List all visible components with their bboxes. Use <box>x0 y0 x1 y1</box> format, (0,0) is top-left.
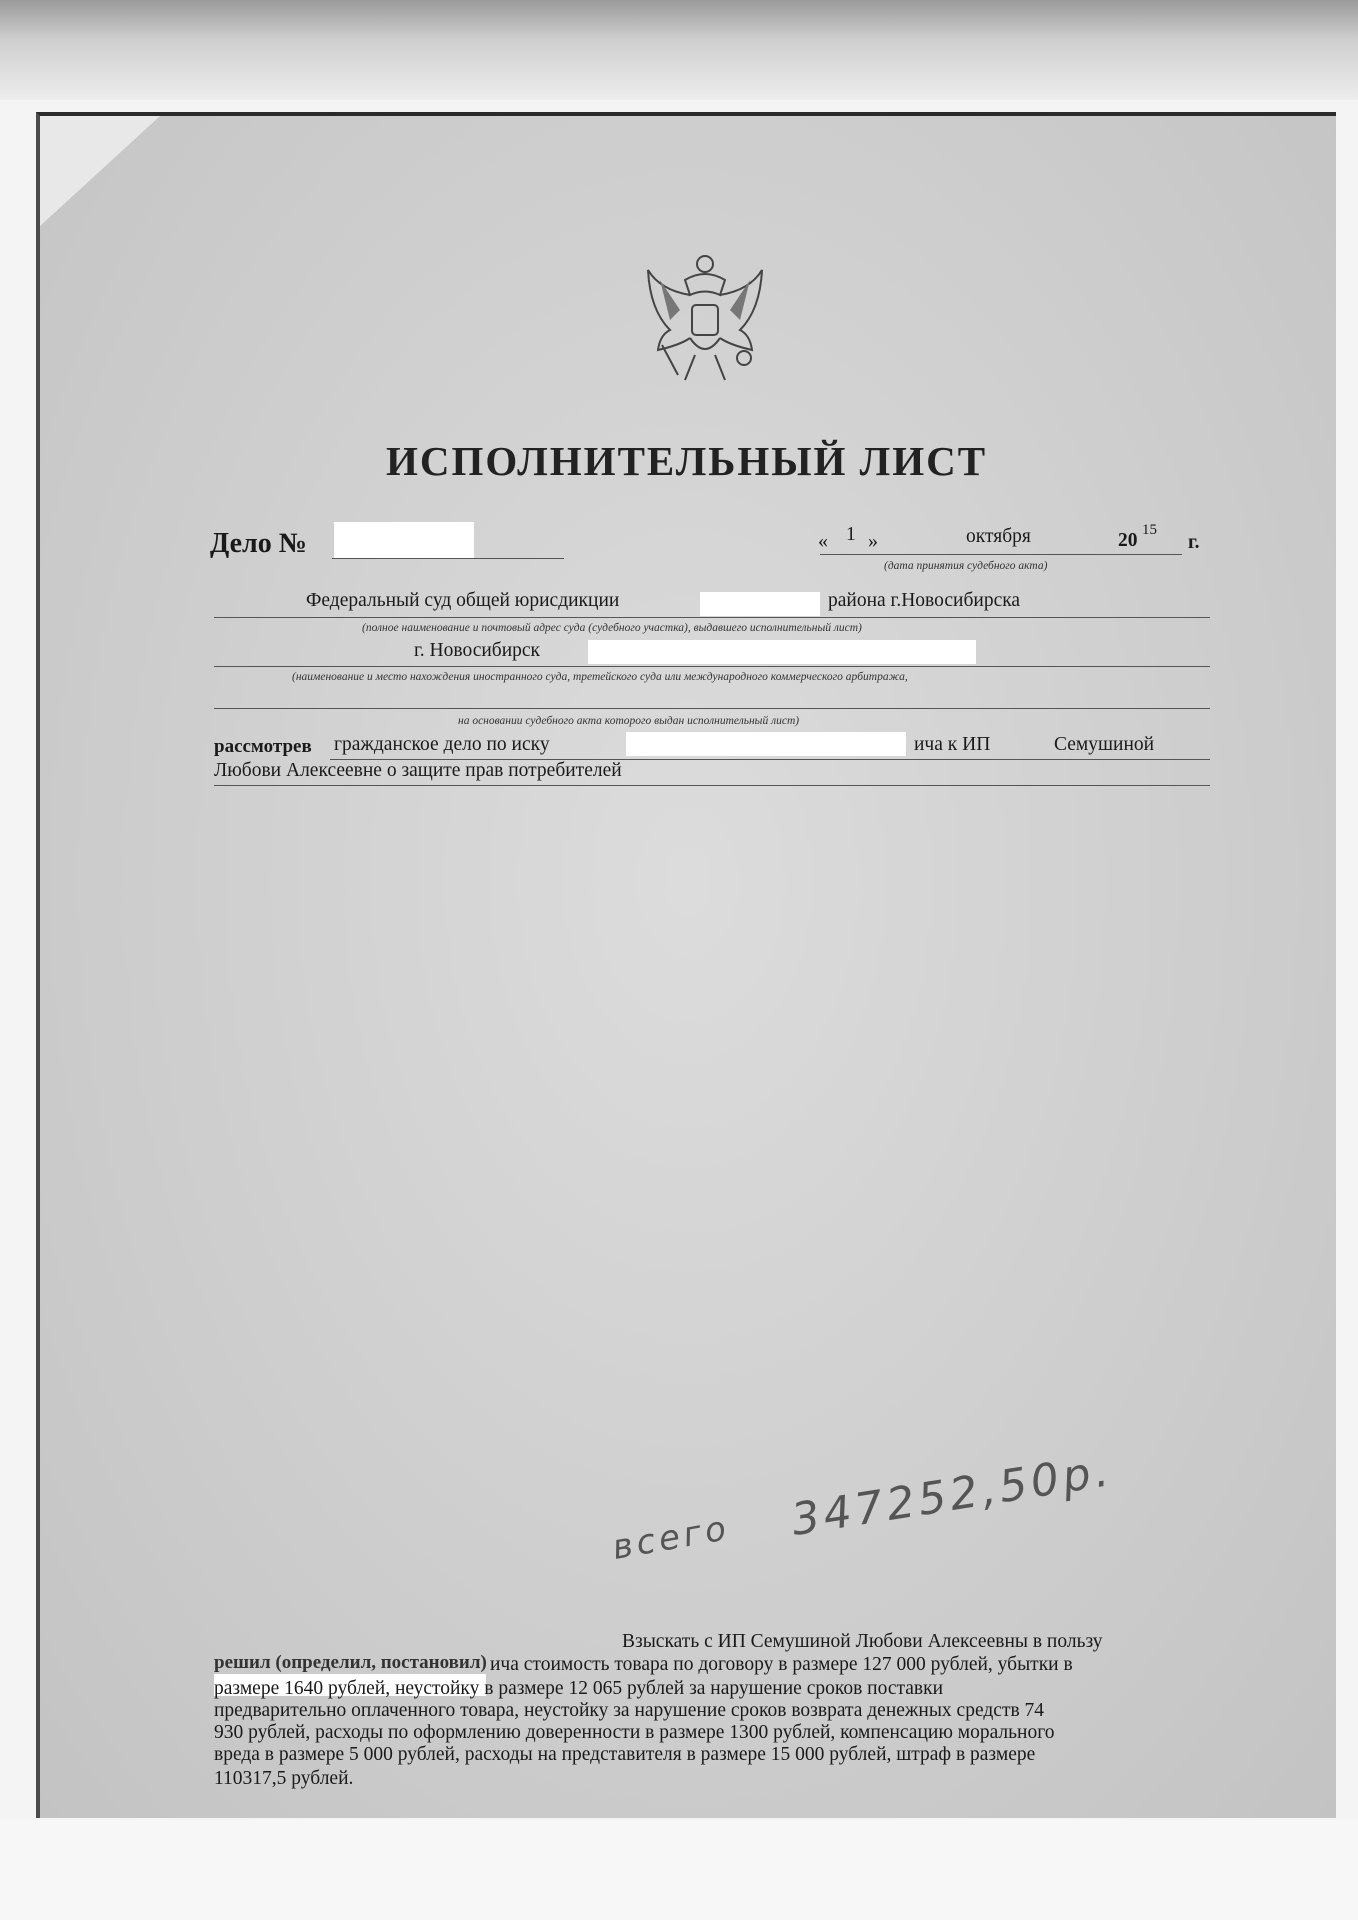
court-address-line <box>214 666 1210 667</box>
considered-line2: Любови Алексеевне о защите прав потребителей <box>214 760 622 781</box>
coat-of-arms-emblem <box>640 250 770 390</box>
date-day: 1 <box>846 524 856 545</box>
date-caption: (дата принятия судебного акта) <box>884 560 1048 572</box>
date-year-suffix: 15 <box>1142 522 1157 538</box>
decision-line6: вреда в размере 5 000 рублей, расходы на представителя в размере 15 000 рублей, штраф в размере <box>214 1744 1036 1765</box>
plaintiff-redaction <box>626 732 906 756</box>
date-close-quote: » <box>868 530 878 552</box>
case-number-line <box>332 558 564 559</box>
decision-line1: Взыскать с ИП Семушиной Любови Алексеевны в пользу <box>622 1631 1103 1652</box>
court-address: г. Новосибирск <box>414 640 541 661</box>
court-name-part2: района г.Новосибирска <box>828 590 1021 611</box>
date-month: октября <box>966 526 1031 547</box>
date-year-prefix: 20 <box>1118 530 1138 551</box>
case-number-redaction <box>334 522 474 558</box>
case-number-label: Дело № <box>210 528 307 559</box>
scan-top-shadow <box>0 0 1358 100</box>
decision-line2: ича стоимость товара по договору в размере 127 000 рублей, убытки в <box>490 1654 1073 1675</box>
considered-text-part3: Семушиной <box>1054 734 1155 755</box>
court-name-redaction <box>700 592 820 616</box>
date-year-unit: г. <box>1188 532 1200 553</box>
considered-text-part2: ича к ИП <box>914 734 991 755</box>
foreign-court-caption: (наименование и место нахождения иностранного суда, третейского суда или международного коммерческого арбитража, <box>292 671 908 683</box>
date-open-quote: « <box>818 530 828 552</box>
court-caption: (полное наименование и почтовый адрес суда (судебного участка), выдавшего исполнительный лист) <box>362 622 862 634</box>
decision-line3: размере 1640 рублей, неустойку в размере 12 065 рублей за нарушение сроков поставки <box>214 1678 944 1699</box>
decision-line5: 930 рублей, расходы по оформлению доверенности в размере 1300 рублей, компенсацию морального <box>214 1722 1055 1743</box>
foreign-court-line <box>214 708 1210 709</box>
court-address-redaction <box>588 640 976 664</box>
date-line <box>820 554 1182 555</box>
handwritten-total-word: всего <box>609 1508 733 1568</box>
considered-label: рассмотрев <box>214 736 312 757</box>
decision-label: решил (определил, постановил) <box>214 1652 487 1673</box>
court-name-part1: Федеральный суд общей юрисдикции <box>306 590 620 611</box>
scan-bottom-margin <box>0 1820 1358 1920</box>
document-title: ИСПОЛНИТЕЛЬНЫЙ ЛИСТ <box>386 438 988 484</box>
decision-line4: предварительно оплаченного товара, неустойку за нарушение сроков возврата денежных средств 74 <box>214 1700 1045 1721</box>
considered-text-part1: гражданское дело по иску <box>334 734 550 755</box>
court-line <box>214 617 1210 618</box>
basis-caption: на основании судебного акта которого выдан исполнительный лист) <box>458 715 800 727</box>
considered-line2-rule <box>214 785 1210 786</box>
handwritten-total-amount: 347252,50р. <box>788 1444 1116 1547</box>
decision-line7: 110317,5 рублей. <box>214 1768 354 1789</box>
folded-corner <box>40 116 160 226</box>
